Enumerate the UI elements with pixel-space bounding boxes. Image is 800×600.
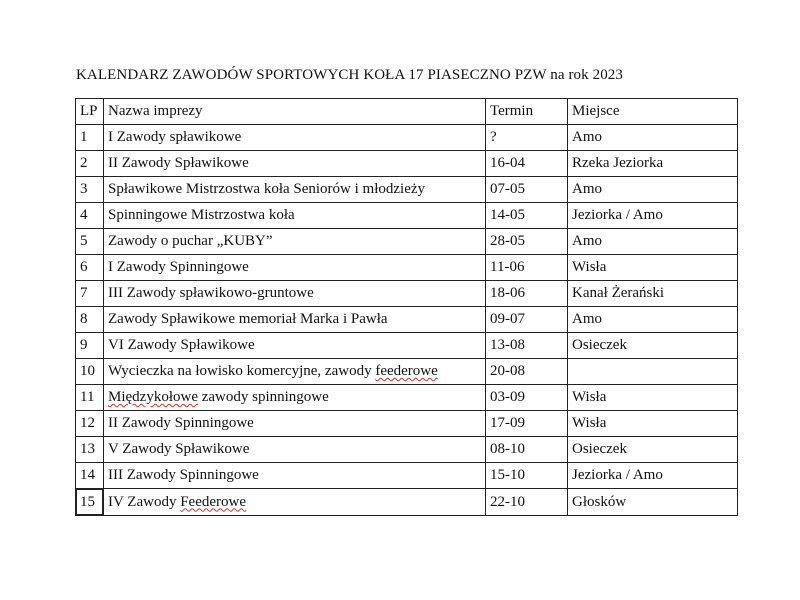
spellcheck-flagged-word: feederowe: [375, 363, 438, 379]
row-number: 3: [76, 177, 104, 203]
row-number: 4: [76, 203, 104, 229]
table-row: [76, 359, 738, 385]
row-number: 10: [76, 359, 104, 385]
row-number: 7: [76, 281, 104, 307]
page-title: KALENDARZ ZAWODÓW SPORTOWYCH KOŁA 17 PIASECZNO PZW na rok 2023: [76, 67, 623, 83]
row-number: 14: [76, 463, 104, 489]
event-name: Spławikowe Mistrzostwa koła Seniorów i młodzieży: [104, 177, 486, 203]
event-date: 22-10: [486, 489, 568, 516]
row-number: 12: [76, 411, 104, 437]
event-name-text: zawody spinningowe: [197, 389, 329, 405]
event-date: 16-04: [486, 151, 568, 177]
row-number: 5: [76, 229, 104, 255]
event-name-text: IV Zawody: [108, 493, 181, 510]
event-name: [104, 489, 486, 516]
header-name: Nazwa imprezy: [104, 99, 486, 125]
event-date: 08-10: [486, 437, 568, 463]
row-number: 8: [76, 307, 104, 333]
spellcheck-flagged-word: Feederowe: [180, 493, 247, 510]
table-row: [76, 307, 738, 333]
table-row: [76, 437, 738, 463]
event-date: 09-07: [486, 307, 568, 333]
event-date: 13-08: [486, 333, 568, 359]
row-number: 15: [76, 489, 104, 516]
table-header-row: [76, 99, 738, 125]
event-name: [104, 359, 486, 385]
event-place: Jeziorka / Amo: [568, 203, 738, 229]
event-name: Zawody Spławikowe memoriał Marka i Pawła: [104, 307, 486, 333]
event-date: 17-09: [486, 411, 568, 437]
table-row: [76, 333, 738, 359]
event-date: ?: [486, 125, 568, 151]
table-row: [76, 411, 738, 437]
event-place: [568, 359, 738, 385]
event-place: Wisła: [568, 255, 738, 281]
event-date: 14-05: [486, 203, 568, 229]
event-name: Spinningowe Mistrzostwa koła: [104, 203, 486, 229]
row-number: 13: [76, 437, 104, 463]
event-name: I Zawody Spinningowe: [104, 255, 486, 281]
table-row: [76, 151, 738, 177]
event-name: Zawody o puchar „KUBY”: [104, 229, 486, 255]
table-row: [76, 463, 738, 489]
event-place: Wisła: [568, 411, 738, 437]
event-place: Amo: [568, 125, 738, 151]
event-name: VI Zawody Spławikowe: [104, 333, 486, 359]
event-place: Rzeka Jeziorka: [568, 151, 738, 177]
table-row: [76, 229, 738, 255]
event-date: 20-08: [486, 359, 568, 385]
event-date: 07-05: [486, 177, 568, 203]
row-number: 2: [76, 151, 104, 177]
header-place: Miejsce: [568, 99, 738, 125]
header-lp: LP: [76, 99, 104, 125]
event-place: Wisła: [568, 385, 738, 411]
event-place: Osieczek: [568, 437, 738, 463]
event-date: 18-06: [486, 281, 568, 307]
event-name: III Zawody spławikowo-gruntowe: [104, 281, 486, 307]
header-date: Termin: [486, 99, 568, 125]
event-place: Osieczek: [568, 333, 738, 359]
event-place: Głosków: [568, 489, 738, 516]
event-date: 28-05: [486, 229, 568, 255]
table-row: [76, 203, 738, 229]
event-place: Amo: [568, 307, 738, 333]
event-name: I Zawody spławikowe: [104, 125, 486, 151]
table-row: [76, 125, 738, 151]
event-date: 03-09: [486, 385, 568, 411]
event-place: Amo: [568, 229, 738, 255]
event-place: Kanał Żerański: [568, 281, 738, 307]
event-place: Amo: [568, 177, 738, 203]
row-number: 9: [76, 333, 104, 359]
event-name-text: Wycieczka na łowisko komercyjne, zawody: [108, 363, 376, 379]
spellcheck-flagged-word: Międzykołowe: [108, 389, 198, 405]
row-number: 11: [76, 385, 104, 411]
table-row: [76, 489, 738, 516]
event-name: II Zawody Spławikowe: [104, 151, 486, 177]
event-name: [104, 385, 486, 411]
events-table: [75, 98, 738, 516]
event-date: 15-10: [486, 463, 568, 489]
event-name: V Zawody Spławikowe: [104, 437, 486, 463]
table-row: [76, 177, 738, 203]
row-number: 1: [76, 125, 104, 151]
event-name: III Zawody Spinningowe: [104, 463, 486, 489]
table-row: [76, 255, 738, 281]
row-number: 6: [76, 255, 104, 281]
table-row: [76, 281, 738, 307]
event-place: Jeziorka / Amo: [568, 463, 738, 489]
event-name: II Zawody Spinningowe: [104, 411, 486, 437]
event-date: 11-06: [486, 255, 568, 281]
table-row: [76, 385, 738, 411]
